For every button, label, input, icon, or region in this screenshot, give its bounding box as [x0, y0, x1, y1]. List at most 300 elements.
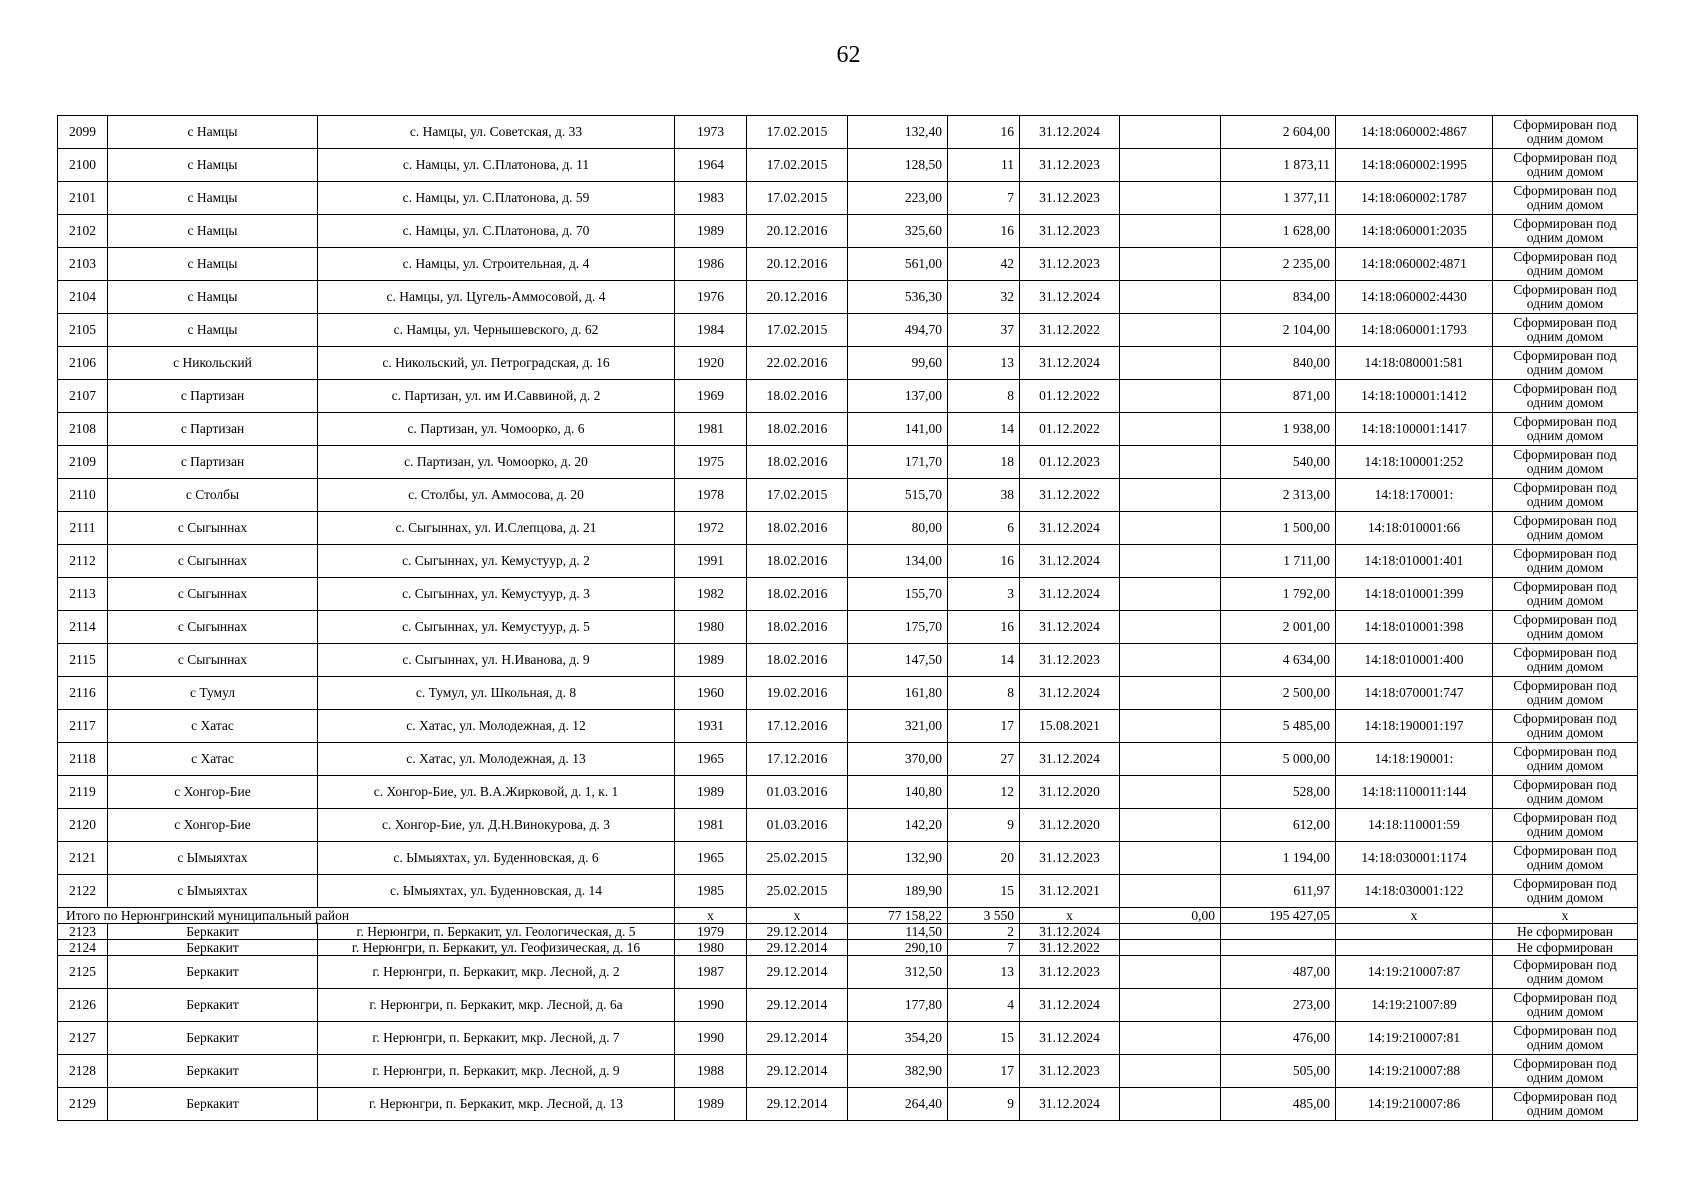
table-row	[58, 776, 1638, 809]
row-number-cell: 2114	[58, 611, 108, 644]
residents-cell: 32	[948, 281, 1020, 314]
inclusion-date-cell: 17.02.2015	[747, 149, 848, 182]
area-cell: 382,90	[848, 1055, 948, 1088]
inclusion-date-cell: 20.12.2016	[747, 248, 848, 281]
land-area-cell: 2 500,00	[1221, 677, 1336, 710]
settlement-cell: Беркакит	[108, 1022, 318, 1055]
relocation-date-cell: 31.12.2024	[1020, 578, 1120, 611]
build-year-cell: 1980	[675, 940, 747, 956]
residents-cell: 7	[948, 182, 1020, 215]
inclusion-date-cell: 18.02.2016	[747, 380, 848, 413]
land-area-cell: 1 500,00	[1221, 512, 1336, 545]
inclusion-date-cell: 29.12.2014	[747, 956, 848, 989]
relocation-date-cell: 31.12.2021	[1020, 875, 1120, 908]
residents-cell: 9	[948, 809, 1020, 842]
inclusion-date-cell: 18.02.2016	[747, 611, 848, 644]
land-area-cell: 2 001,00	[1221, 611, 1336, 644]
build-year-cell: 1984	[675, 314, 747, 347]
settlement-cell: с Тумул	[108, 677, 318, 710]
area-cell: 370,00	[848, 743, 948, 776]
address-cell: г. Нерюнгри, п. Беркакит, мкр. Лесной, д. 2	[318, 956, 675, 989]
extra-value-cell	[1120, 875, 1221, 908]
extra-value-cell	[1120, 989, 1221, 1022]
area-cell: 128,50	[848, 149, 948, 182]
area-cell: 141,00	[848, 413, 948, 446]
table-row	[58, 479, 1638, 512]
extra-value-cell	[1120, 248, 1221, 281]
settlement-cell: с Ымыяхтах	[108, 875, 318, 908]
build-year-cell: 1990	[675, 989, 747, 1022]
area-cell: 175,70	[848, 611, 948, 644]
build-year-cell: 1981	[675, 809, 747, 842]
row-number-cell: 2106	[58, 347, 108, 380]
relocation-date-cell: 31.12.2023	[1020, 248, 1120, 281]
address-cell: с. Сыгыннах, ул. Кемустуур, д. 5	[318, 611, 675, 644]
cadastral-number-cell: 14:18:190001:197	[1336, 710, 1493, 743]
row-number-cell: 2127	[58, 1022, 108, 1055]
extra-value-cell	[1120, 215, 1221, 248]
cadastral-number-cell: 14:19:210007:87	[1336, 956, 1493, 989]
cadastral-number-cell: 14:18:030001:122	[1336, 875, 1493, 908]
table-row	[58, 809, 1638, 842]
row-number-cell: 2116	[58, 677, 108, 710]
settlement-cell: Беркакит	[108, 924, 318, 940]
extra-value-cell	[1120, 1055, 1221, 1088]
extra-value-cell	[1120, 149, 1221, 182]
land-status-cell: Сформирован под одним домом	[1493, 446, 1638, 479]
relocation-date-cell: 31.12.2022	[1020, 479, 1120, 512]
residents-cell: 27	[948, 743, 1020, 776]
residents-cell: 8	[948, 380, 1020, 413]
land-status-cell: Сформирован под одним домом	[1493, 809, 1638, 842]
total-inclusion-date-cell: x	[747, 908, 848, 924]
build-year-cell: 1979	[675, 924, 747, 940]
area-cell: 147,50	[848, 644, 948, 677]
land-area-cell: 505,00	[1221, 1055, 1336, 1088]
cadastral-number-cell: 14:18:010001:399	[1336, 578, 1493, 611]
area-cell: 321,00	[848, 710, 948, 743]
cadastral-number-cell: 14:18:100001:1417	[1336, 413, 1493, 446]
cadastral-number-cell: 14:18:190001:	[1336, 743, 1493, 776]
area-cell: 189,90	[848, 875, 948, 908]
table-row	[58, 989, 1638, 1022]
settlement-cell: с Намцы	[108, 281, 318, 314]
settlement-cell: Беркакит	[108, 940, 318, 956]
total-cadastral-number-cell: x	[1336, 908, 1493, 924]
inclusion-date-cell: 29.12.2014	[747, 924, 848, 940]
cadastral-number-cell: 14:18:060002:4871	[1336, 248, 1493, 281]
residents-cell: 18	[948, 446, 1020, 479]
relocation-date-cell: 31.12.2020	[1020, 809, 1120, 842]
settlement-cell: с Сыгыннах	[108, 512, 318, 545]
cadastral-number-cell: 14:18:070001:747	[1336, 677, 1493, 710]
settlement-cell: с Ымыяхтах	[108, 842, 318, 875]
land-status-cell: Сформирован под одним домом	[1493, 1022, 1638, 1055]
relocation-date-cell: 31.12.2024	[1020, 281, 1120, 314]
build-year-cell: 1987	[675, 956, 747, 989]
row-number-cell: 2102	[58, 215, 108, 248]
land-status-cell: Сформирован под одним домом	[1493, 956, 1638, 989]
cadastral-number-cell: 14:19:21007:89	[1336, 989, 1493, 1022]
land-status-cell: Сформирован под одним домом	[1493, 512, 1638, 545]
area-cell: 177,80	[848, 989, 948, 1022]
inclusion-date-cell: 29.12.2014	[747, 1088, 848, 1121]
extra-value-cell	[1120, 116, 1221, 149]
table-row	[58, 413, 1638, 446]
table-row	[58, 875, 1638, 908]
residents-cell: 6	[948, 512, 1020, 545]
extra-value-cell	[1120, 1088, 1221, 1121]
cadastral-number-cell	[1336, 940, 1493, 956]
address-cell: с. Хатас, ул. Молодежная, д. 12	[318, 710, 675, 743]
area-cell: 140,80	[848, 776, 948, 809]
relocation-date-cell: 31.12.2023	[1020, 644, 1120, 677]
land-status-cell: Сформирован под одним домом	[1493, 545, 1638, 578]
table-row	[58, 578, 1638, 611]
residents-cell: 8	[948, 677, 1020, 710]
land-status-cell: Сформирован под одним домом	[1493, 1088, 1638, 1121]
inclusion-date-cell: 29.12.2014	[747, 989, 848, 1022]
extra-value-cell	[1120, 710, 1221, 743]
extra-value-cell	[1120, 644, 1221, 677]
settlement-cell: с Хонгор-Бие	[108, 776, 318, 809]
residents-cell: 4	[948, 989, 1020, 1022]
land-status-cell: Сформирован под одним домом	[1493, 149, 1638, 182]
build-year-cell: 1973	[675, 116, 747, 149]
address-cell: с. Намцы, ул. Строительная, д. 4	[318, 248, 675, 281]
cadastral-number-cell: 14:18:1100011:144	[1336, 776, 1493, 809]
address-cell: с. Партизан, ул. Чомоорко, д. 6	[318, 413, 675, 446]
address-cell: г. Нерюнгри, п. Беркакит, мкр. Лесной, д. 6а	[318, 989, 675, 1022]
cadastral-number-cell: 14:18:170001:	[1336, 479, 1493, 512]
table-row	[58, 1055, 1638, 1088]
total-row	[58, 908, 1638, 924]
settlement-cell: с Намцы	[108, 182, 318, 215]
relocation-date-cell: 31.12.2023	[1020, 1055, 1120, 1088]
inclusion-date-cell: 17.02.2015	[747, 479, 848, 512]
land-area-cell: 1 711,00	[1221, 545, 1336, 578]
residents-cell: 17	[948, 1055, 1020, 1088]
land-status-cell: Сформирован под одним домом	[1493, 710, 1638, 743]
cadastral-number-cell: 14:19:210007:81	[1336, 1022, 1493, 1055]
land-area-cell: 528,00	[1221, 776, 1336, 809]
residents-cell: 13	[948, 956, 1020, 989]
settlement-cell: с Намцы	[108, 215, 318, 248]
row-number-cell: 2113	[58, 578, 108, 611]
row-number-cell: 2118	[58, 743, 108, 776]
relocation-date-cell: 01.12.2022	[1020, 413, 1120, 446]
address-cell: с. Сыгыннах, ул. Кемустуур, д. 3	[318, 578, 675, 611]
inclusion-date-cell: 01.03.2016	[747, 776, 848, 809]
row-number-cell: 2117	[58, 710, 108, 743]
housing-registry-table	[57, 115, 1638, 1121]
extra-value-cell	[1120, 182, 1221, 215]
residents-cell: 17	[948, 710, 1020, 743]
land-status-cell: Сформирован под одним домом	[1493, 281, 1638, 314]
settlement-cell: с Хонгор-Бие	[108, 809, 318, 842]
table-row	[58, 116, 1638, 149]
residents-cell: 42	[948, 248, 1020, 281]
table-row	[58, 281, 1638, 314]
build-year-cell: 1920	[675, 347, 747, 380]
table-row	[58, 743, 1638, 776]
address-cell: с. Хонгор-Бие, ул. Д.Н.Винокурова, д. 3	[318, 809, 675, 842]
area-cell: 561,00	[848, 248, 948, 281]
row-number-cell: 2100	[58, 149, 108, 182]
residents-cell: 9	[948, 1088, 1020, 1121]
relocation-date-cell: 31.12.2020	[1020, 776, 1120, 809]
extra-value-cell	[1120, 479, 1221, 512]
land-status-cell: Сформирован под одним домом	[1493, 776, 1638, 809]
settlement-cell: с Намцы	[108, 248, 318, 281]
settlement-cell: с Сыгыннах	[108, 545, 318, 578]
table-row	[58, 1022, 1638, 1055]
land-status-cell: Сформирован под одним домом	[1493, 347, 1638, 380]
area-cell: 137,00	[848, 380, 948, 413]
residents-cell: 3	[948, 578, 1020, 611]
settlement-cell: с Партизан	[108, 380, 318, 413]
table-row	[58, 924, 1638, 940]
land-status-cell: Сформирован под одним домом	[1493, 875, 1638, 908]
build-year-cell: 1982	[675, 578, 747, 611]
extra-value-cell	[1120, 413, 1221, 446]
total-land-area-cell: 195 427,05	[1221, 908, 1336, 924]
build-year-cell: 1986	[675, 248, 747, 281]
address-cell: с. Никольский, ул. Петроградская, д. 16	[318, 347, 675, 380]
cadastral-number-cell: 14:18:010001:66	[1336, 512, 1493, 545]
row-number-cell: 2104	[58, 281, 108, 314]
relocation-date-cell: 31.12.2024	[1020, 924, 1120, 940]
row-number-cell: 2119	[58, 776, 108, 809]
inclusion-date-cell: 20.12.2016	[747, 281, 848, 314]
settlement-cell: с Сыгыннах	[108, 578, 318, 611]
address-cell: с. Партизан, ул. им И.Саввиной, д. 2	[318, 380, 675, 413]
land-status-cell: Сформирован под одним домом	[1493, 611, 1638, 644]
address-cell: с. Хонгор-Бие, ул. В.А.Жирковой, д. 1, к. 1	[318, 776, 675, 809]
land-status-cell: Сформирован под одним домом	[1493, 182, 1638, 215]
settlement-cell: Беркакит	[108, 956, 318, 989]
land-status-cell: Сформирован под одним домом	[1493, 380, 1638, 413]
total-extra-value-cell: 0,00	[1120, 908, 1221, 924]
relocation-date-cell: 31.12.2024	[1020, 347, 1120, 380]
extra-value-cell	[1120, 743, 1221, 776]
cadastral-number-cell	[1336, 924, 1493, 940]
land-area-cell: 5 000,00	[1221, 743, 1336, 776]
total-land-status-cell: x	[1493, 908, 1638, 924]
settlement-cell: с Хатас	[108, 710, 318, 743]
address-cell: с. Намцы, ул. Цугель-Аммосовой, д. 4	[318, 281, 675, 314]
land-area-cell: 1 377,11	[1221, 182, 1336, 215]
row-number-cell: 2111	[58, 512, 108, 545]
land-area-cell: 485,00	[1221, 1088, 1336, 1121]
settlement-cell: с Столбы	[108, 479, 318, 512]
inclusion-date-cell: 19.02.2016	[747, 677, 848, 710]
extra-value-cell	[1120, 281, 1221, 314]
cadastral-number-cell: 14:18:060002:4430	[1336, 281, 1493, 314]
area-cell: 325,60	[848, 215, 948, 248]
inclusion-date-cell: 17.02.2015	[747, 182, 848, 215]
cadastral-number-cell: 14:19:210007:88	[1336, 1055, 1493, 1088]
land-area-cell: 1 194,00	[1221, 842, 1336, 875]
residents-cell: 37	[948, 314, 1020, 347]
cadastral-number-cell: 14:18:010001:400	[1336, 644, 1493, 677]
land-area-cell: 871,00	[1221, 380, 1336, 413]
extra-value-cell	[1120, 347, 1221, 380]
address-cell: г. Нерюнгри, п. Беркакит, мкр. Лесной, д. 7	[318, 1022, 675, 1055]
settlement-cell: Беркакит	[108, 989, 318, 1022]
residents-cell: 16	[948, 215, 1020, 248]
residents-cell: 2	[948, 924, 1020, 940]
inclusion-date-cell: 18.02.2016	[747, 446, 848, 479]
relocation-date-cell: 31.12.2023	[1020, 842, 1120, 875]
page-number: 62	[836, 42, 861, 68]
build-year-cell: 1978	[675, 479, 747, 512]
settlement-cell: с Никольский	[108, 347, 318, 380]
address-cell: г. Нерюнгри, п. Беркакит, мкр. Лесной, д. 9	[318, 1055, 675, 1088]
address-cell: с. Тумул, ул. Школьная, д. 8	[318, 677, 675, 710]
land-area-cell: 612,00	[1221, 809, 1336, 842]
row-number-cell: 2112	[58, 545, 108, 578]
land-area-cell: 834,00	[1221, 281, 1336, 314]
address-cell: с. Столбы, ул. Аммосова, д. 20	[318, 479, 675, 512]
cadastral-number-cell: 14:18:100001:1412	[1336, 380, 1493, 413]
cadastral-number-cell: 14:18:060002:1787	[1336, 182, 1493, 215]
cadastral-number-cell: 14:18:060002:1995	[1336, 149, 1493, 182]
land-status-cell: Сформирован под одним домом	[1493, 248, 1638, 281]
area-cell: 134,00	[848, 545, 948, 578]
settlement-cell: с Намцы	[108, 149, 318, 182]
relocation-date-cell: 15.08.2021	[1020, 710, 1120, 743]
relocation-date-cell: 31.12.2024	[1020, 1088, 1120, 1121]
table-row	[58, 956, 1638, 989]
settlement-cell: с Намцы	[108, 314, 318, 347]
table-row	[58, 347, 1638, 380]
settlement-cell: с Сыгыннах	[108, 611, 318, 644]
build-year-cell: 1980	[675, 611, 747, 644]
table-row	[58, 545, 1638, 578]
build-year-cell: 1990	[675, 1022, 747, 1055]
extra-value-cell	[1120, 776, 1221, 809]
inclusion-date-cell: 29.12.2014	[747, 1055, 848, 1088]
relocation-date-cell: 31.12.2024	[1020, 512, 1120, 545]
row-number-cell: 2120	[58, 809, 108, 842]
address-cell: с. Сыгыннах, ул. И.Слепцова, д. 21	[318, 512, 675, 545]
row-number-cell: 2099	[58, 116, 108, 149]
inclusion-date-cell: 18.02.2016	[747, 578, 848, 611]
relocation-date-cell: 31.12.2023	[1020, 149, 1120, 182]
cadastral-number-cell: 14:18:080001:581	[1336, 347, 1493, 380]
area-cell: 290,10	[848, 940, 948, 956]
land-status-cell: Не сформирован	[1493, 940, 1638, 956]
address-cell: г. Нерюнгри, п. Беркакит, ул. Геофизическая, д. 16	[318, 940, 675, 956]
relocation-date-cell: 31.12.2023	[1020, 956, 1120, 989]
row-number-cell: 2110	[58, 479, 108, 512]
extra-value-cell	[1120, 940, 1221, 956]
row-number-cell: 2109	[58, 446, 108, 479]
residents-cell: 38	[948, 479, 1020, 512]
residents-cell: 7	[948, 940, 1020, 956]
extra-value-cell	[1120, 842, 1221, 875]
address-cell: с. Партизан, ул. Чомоорко, д. 20	[318, 446, 675, 479]
table-row	[58, 842, 1638, 875]
row-number-cell: 2125	[58, 956, 108, 989]
extra-value-cell	[1120, 677, 1221, 710]
area-cell: 171,70	[848, 446, 948, 479]
residents-cell: 16	[948, 611, 1020, 644]
residents-cell: 11	[948, 149, 1020, 182]
land-area-cell: 273,00	[1221, 989, 1336, 1022]
address-cell: с. Намцы, ул. Чернышевского, д. 62	[318, 314, 675, 347]
cadastral-number-cell: 14:18:060002:4867	[1336, 116, 1493, 149]
address-cell: с. Сыгыннах, ул. Кемустуур, д. 2	[318, 545, 675, 578]
address-cell: с. Ымыяхтах, ул. Буденновская, д. 14	[318, 875, 675, 908]
inclusion-date-cell: 17.02.2015	[747, 116, 848, 149]
area-cell: 312,50	[848, 956, 948, 989]
inclusion-date-cell: 25.02.2015	[747, 875, 848, 908]
area-cell: 142,20	[848, 809, 948, 842]
land-status-cell: Сформирован под одним домом	[1493, 314, 1638, 347]
address-cell: с. Намцы, ул. С.Платонова, д. 11	[318, 149, 675, 182]
extra-value-cell	[1120, 446, 1221, 479]
inclusion-date-cell: 25.02.2015	[747, 842, 848, 875]
residents-cell: 12	[948, 776, 1020, 809]
build-year-cell: 1989	[675, 215, 747, 248]
cadastral-number-cell: 14:18:060001:1793	[1336, 314, 1493, 347]
build-year-cell: 1965	[675, 743, 747, 776]
land-area-cell: 2 235,00	[1221, 248, 1336, 281]
cadastral-number-cell: 14:18:010001:398	[1336, 611, 1493, 644]
relocation-date-cell: 31.12.2024	[1020, 545, 1120, 578]
area-cell: 155,70	[848, 578, 948, 611]
relocation-date-cell: 01.12.2023	[1020, 446, 1120, 479]
settlement-cell: с Намцы	[108, 116, 318, 149]
extra-value-cell	[1120, 1022, 1221, 1055]
build-year-cell: 1981	[675, 413, 747, 446]
inclusion-date-cell: 18.02.2016	[747, 512, 848, 545]
extra-value-cell	[1120, 545, 1221, 578]
address-cell: с. Сыгыннах, ул. Н.Иванова, д. 9	[318, 644, 675, 677]
land-area-cell	[1221, 940, 1336, 956]
relocation-date-cell: 31.12.2024	[1020, 611, 1120, 644]
relocation-date-cell: 01.12.2022	[1020, 380, 1120, 413]
build-year-cell: 1988	[675, 1055, 747, 1088]
land-status-cell: Сформирован под одним домом	[1493, 677, 1638, 710]
build-year-cell: 1965	[675, 842, 747, 875]
build-year-cell: 1964	[675, 149, 747, 182]
land-area-cell: 5 485,00	[1221, 710, 1336, 743]
row-number-cell: 2129	[58, 1088, 108, 1121]
cadastral-number-cell: 14:18:110001:59	[1336, 809, 1493, 842]
inclusion-date-cell: 20.12.2016	[747, 215, 848, 248]
land-area-cell: 4 634,00	[1221, 644, 1336, 677]
area-cell: 132,90	[848, 842, 948, 875]
inclusion-date-cell: 29.12.2014	[747, 940, 848, 956]
inclusion-date-cell: 22.02.2016	[747, 347, 848, 380]
settlement-cell: с Сыгыннах	[108, 644, 318, 677]
table-row	[58, 644, 1638, 677]
table-row	[58, 215, 1638, 248]
residents-cell: 20	[948, 842, 1020, 875]
table-row	[58, 149, 1638, 182]
table-row	[58, 710, 1638, 743]
land-status-cell: Сформирован под одним домом	[1493, 116, 1638, 149]
land-area-cell: 2 313,00	[1221, 479, 1336, 512]
area-cell: 223,00	[848, 182, 948, 215]
table-row	[58, 380, 1638, 413]
residents-cell: 15	[948, 875, 1020, 908]
address-cell: г. Нерюнгри, п. Беркакит, ул. Геологическая, д. 5	[318, 924, 675, 940]
land-area-cell: 476,00	[1221, 1022, 1336, 1055]
